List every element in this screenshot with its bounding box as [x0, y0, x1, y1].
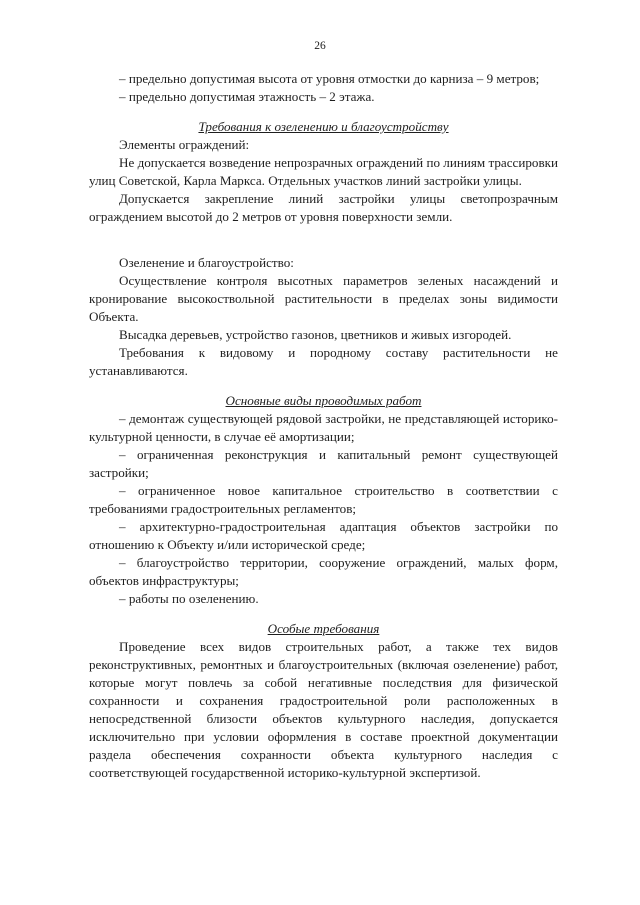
greening-paragraph-1: Осуществление контроля высотных параметров зеленых насаждений и кронирование высокоствольной растительности в пределах зоны видимости Объекта.	[89, 273, 558, 324]
fences-paragraph-1: Не допускается возведение непрозрачных ограждений по линиям трассировки улиц Советской, Карла Маркса. Отдельных участков линий застройки улицы.	[89, 155, 558, 188]
greening-title: Озеленение и благоустройство:	[119, 255, 294, 270]
greening-paragraph-3: Требования к видовому и породному составу растительности не устанавливаются.	[89, 345, 558, 378]
fences-paragraph-2: Допускается закрепление линий застройки улицы светопрозрачным ограждением высотой до 2 метров от уровня поверхности земли.	[89, 191, 558, 224]
works-list-item: – демонтаж существующей рядовой застройки, не представляющей историко-культурной ценности, в случае её амортизации;	[89, 411, 558, 444]
special-requirements-paragraph: Проведение всех видов строительных работ, а также тех видов реконструктивных, ремонтных и благоустроительных (включая озеленение) работ, которые могут повлечь за собой негативные последствия для физической сохранности и сохранения градостроительной роли расположенных в непосредственной близости объектов культурного наследия, допускается исключительно при условии оформления в составе проектной документации раздела обеспечения сохранности объекта культурного наследия с соответствующей государственной историко-культурной экспертизой.	[89, 639, 558, 780]
works-heading: Основные виды проводимых работ	[225, 393, 422, 408]
height-limit-paragraph: – предельно допустимая высота от уровня отмостки до карниза – 9 метров;	[119, 71, 540, 86]
works-list-item: – ограниченная реконструкция и капитальный ремонт существующей застройки;	[89, 447, 558, 480]
landscaping-heading: Требования к озеленению и благоустройству	[198, 119, 449, 134]
floors-limit-paragraph: – предельно допустимая этажность – 2 этажа.	[119, 89, 375, 104]
works-list-item: – архитектурно-градостроительная адаптация объектов застройки по отношению к Объекту и/или исторической среде;	[89, 519, 558, 552]
works-list-item: – ограниченное новое капитальное строительство в соответствии с требованиями градостроительных регламентов;	[89, 483, 558, 516]
fences-title: Элементы ограждений:	[119, 137, 250, 152]
special-requirements-heading: Особые требования	[267, 621, 380, 636]
page-content	[89, 70, 558, 782]
greening-paragraph-2: Высадка деревьев, устройство газонов, цветников и живых изгородей.	[119, 327, 512, 342]
works-list-item: – работы по озеленению.	[119, 591, 259, 606]
works-list-item: – благоустройство территории, сооружение ограждений, малых форм, объектов инфраструктуры;	[89, 555, 558, 588]
page-number: 26	[314, 40, 326, 52]
